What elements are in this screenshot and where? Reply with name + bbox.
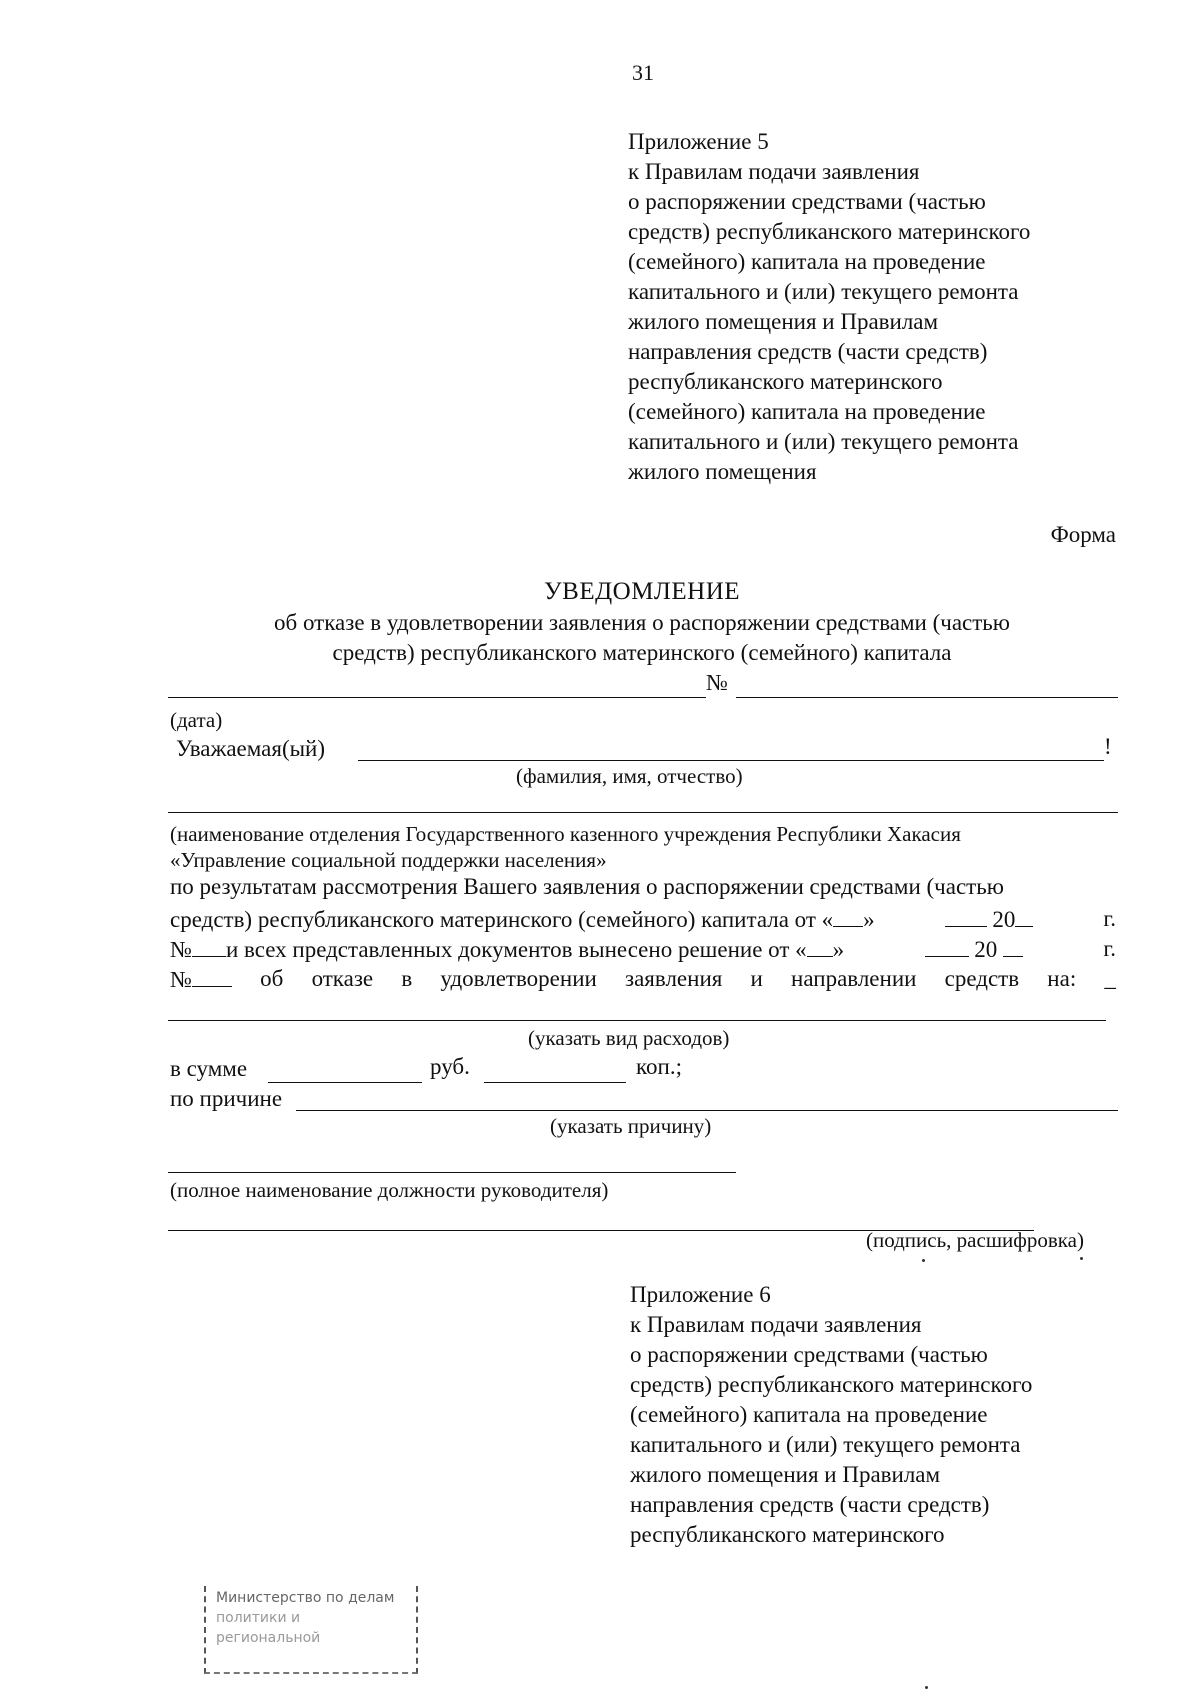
body-word: удовлетворении xyxy=(440,966,597,991)
appendix-5-line: жилого помещения и Правилам xyxy=(628,309,939,334)
exclamation-mark: ! xyxy=(1104,734,1112,759)
body-word: и xyxy=(750,966,763,991)
recipient-name-field-line[interactable] xyxy=(358,760,1104,761)
fio-caption: (фамилия, имя, отчество) xyxy=(516,764,743,788)
scan-speck xyxy=(1080,1257,1083,1260)
rubles-field-line[interactable] xyxy=(268,1082,422,1083)
kopecks-field-line[interactable] xyxy=(484,1082,626,1083)
appendix-6-line: Приложение 6 xyxy=(630,1282,771,1307)
decision-year-suffix: г. xyxy=(1103,936,1116,961)
notice-subtitle-line-1: об отказе в удовлетворении заявления о распоряжении средствами (частью xyxy=(274,610,1010,635)
appendix-5-line: направления средств (части средств) xyxy=(628,339,988,364)
sum-label: в сумме xyxy=(170,1056,248,1081)
date-caption: (дата) xyxy=(170,708,223,732)
body-line-3-text: и всех представленных документов вынесено решение от « xyxy=(225,937,807,962)
stamp-line-1: Министерство по делам xyxy=(216,1590,395,1606)
reason-label: по причине xyxy=(170,1086,283,1111)
body-line-2-text: средств) республиканского материнского (семейного) капитала от « xyxy=(170,907,834,932)
application-day-field[interactable] xyxy=(833,906,863,927)
appendix-6-line: жилого помещения и Правилам xyxy=(630,1462,941,1487)
appendix-5-line: капитального и (или) текущего ремонта xyxy=(628,429,1019,454)
scan-speck xyxy=(925,1686,928,1689)
appendix-5-line: республиканского материнского xyxy=(628,369,943,394)
application-year-prefix: 20 xyxy=(992,907,1016,932)
stamp-line-2: политики и региональной xyxy=(216,1610,321,1646)
scan-speck xyxy=(922,1259,925,1262)
expense-type-field-line[interactable] xyxy=(168,1020,1106,1021)
appendix-6-line: капитального и (или) текущего ремонта xyxy=(630,1432,1021,1457)
date-field-line[interactable] xyxy=(168,697,706,698)
appendix-6-line: о распоряжении средствами (частью xyxy=(630,1342,988,1367)
body-line-2-quote: » xyxy=(863,907,875,932)
appendix-5-line: к Правилам подачи заявления xyxy=(628,159,920,184)
decision-number-sign: № xyxy=(170,967,192,992)
application-year-field[interactable] xyxy=(1015,906,1033,927)
body-line-2 xyxy=(170,906,1116,933)
decision-year-prefix: 20 xyxy=(974,937,998,962)
appendix-5-line: Приложение 5 xyxy=(628,129,769,154)
body-word: отказе xyxy=(311,966,374,991)
body-word: _ xyxy=(1104,966,1116,991)
appendix-5-line: (семейного) капитала на проведение xyxy=(628,399,986,424)
application-year-suffix: г. xyxy=(1103,906,1116,931)
notice-title: УВЕДОМЛЕНИЕ xyxy=(543,578,741,605)
appendix-6-line: республиканского материнского xyxy=(630,1522,945,1547)
kop-label: коп.; xyxy=(636,1054,682,1079)
decision-year-field[interactable] xyxy=(1003,936,1023,957)
body-line-3 xyxy=(170,936,1116,963)
number-sign: № xyxy=(706,670,728,695)
signature-caption: (подпись, расшифровка) xyxy=(866,1228,1084,1252)
head-position-field-line[interactable] xyxy=(168,1172,736,1173)
appendix-6-header xyxy=(630,1280,1032,1550)
appendix-5-line: капитального и (или) текущего ремонта xyxy=(628,279,1019,304)
application-month-field[interactable] xyxy=(945,906,987,927)
body-line-1: по результатам рассмотрения Вашего заявления о распоряжении средствами (частью xyxy=(170,874,1004,899)
body-line-3-quote: » xyxy=(832,937,845,962)
application-number-sign: № xyxy=(170,937,192,962)
ministry-stamp xyxy=(204,1586,418,1674)
page-number: 31 xyxy=(632,60,654,85)
body-word: в xyxy=(401,966,413,991)
appendix-6-line: направления средств (части средств) xyxy=(630,1492,990,1517)
salutation-label: Уважаемая(ый) xyxy=(176,736,326,761)
appendix-5-header xyxy=(628,127,1030,487)
application-number-field[interactable] xyxy=(192,936,226,957)
appendix-6-line: (семейного) капитала на проведение xyxy=(630,1402,988,1427)
position-caption: (полное наименование должности руководителя) xyxy=(170,1178,609,1202)
body-word: направлении xyxy=(791,966,917,991)
expense-caption: (указать вид расходов) xyxy=(528,1026,730,1050)
decision-month-field[interactable] xyxy=(925,936,969,957)
reason-caption: (указать причину) xyxy=(550,1114,712,1138)
body-word: на: xyxy=(1047,966,1077,991)
body-word: об xyxy=(260,966,284,991)
appendix-6-line: средств) республиканского материнского xyxy=(630,1372,1033,1397)
appendix-5-line: средств) республиканского материнского xyxy=(628,219,1031,244)
notice-number-field-line[interactable] xyxy=(736,697,1118,698)
department-field-line[interactable] xyxy=(168,812,1118,813)
appendix-5-line: жилого помещения xyxy=(628,459,817,484)
body-word: заявления xyxy=(625,966,723,991)
appendix-5-line: (семейного) капитала на проведение xyxy=(628,249,986,274)
notice-subtitle-line-2: средств) республиканского материнского (семейного) капитала xyxy=(332,640,952,665)
form-label: Форма xyxy=(1050,522,1116,547)
department-caption-line-2: «Управление социальной поддержки населения» xyxy=(170,848,607,872)
decision-day-field[interactable] xyxy=(807,936,833,957)
body-line-4 xyxy=(170,966,1116,993)
reason-field-line[interactable] xyxy=(296,1110,1118,1111)
appendix-6-line: к Правилам подачи заявления xyxy=(630,1312,922,1337)
appendix-5-line: о распоряжении средствами (частью xyxy=(628,189,986,214)
rub-label: руб. xyxy=(430,1054,470,1079)
decision-number-field[interactable] xyxy=(192,966,232,987)
body-word: средств xyxy=(944,966,1020,991)
department-caption-line-1: (наименование отделения Государственного казенного учреждения Республики Хакасия xyxy=(170,822,961,846)
